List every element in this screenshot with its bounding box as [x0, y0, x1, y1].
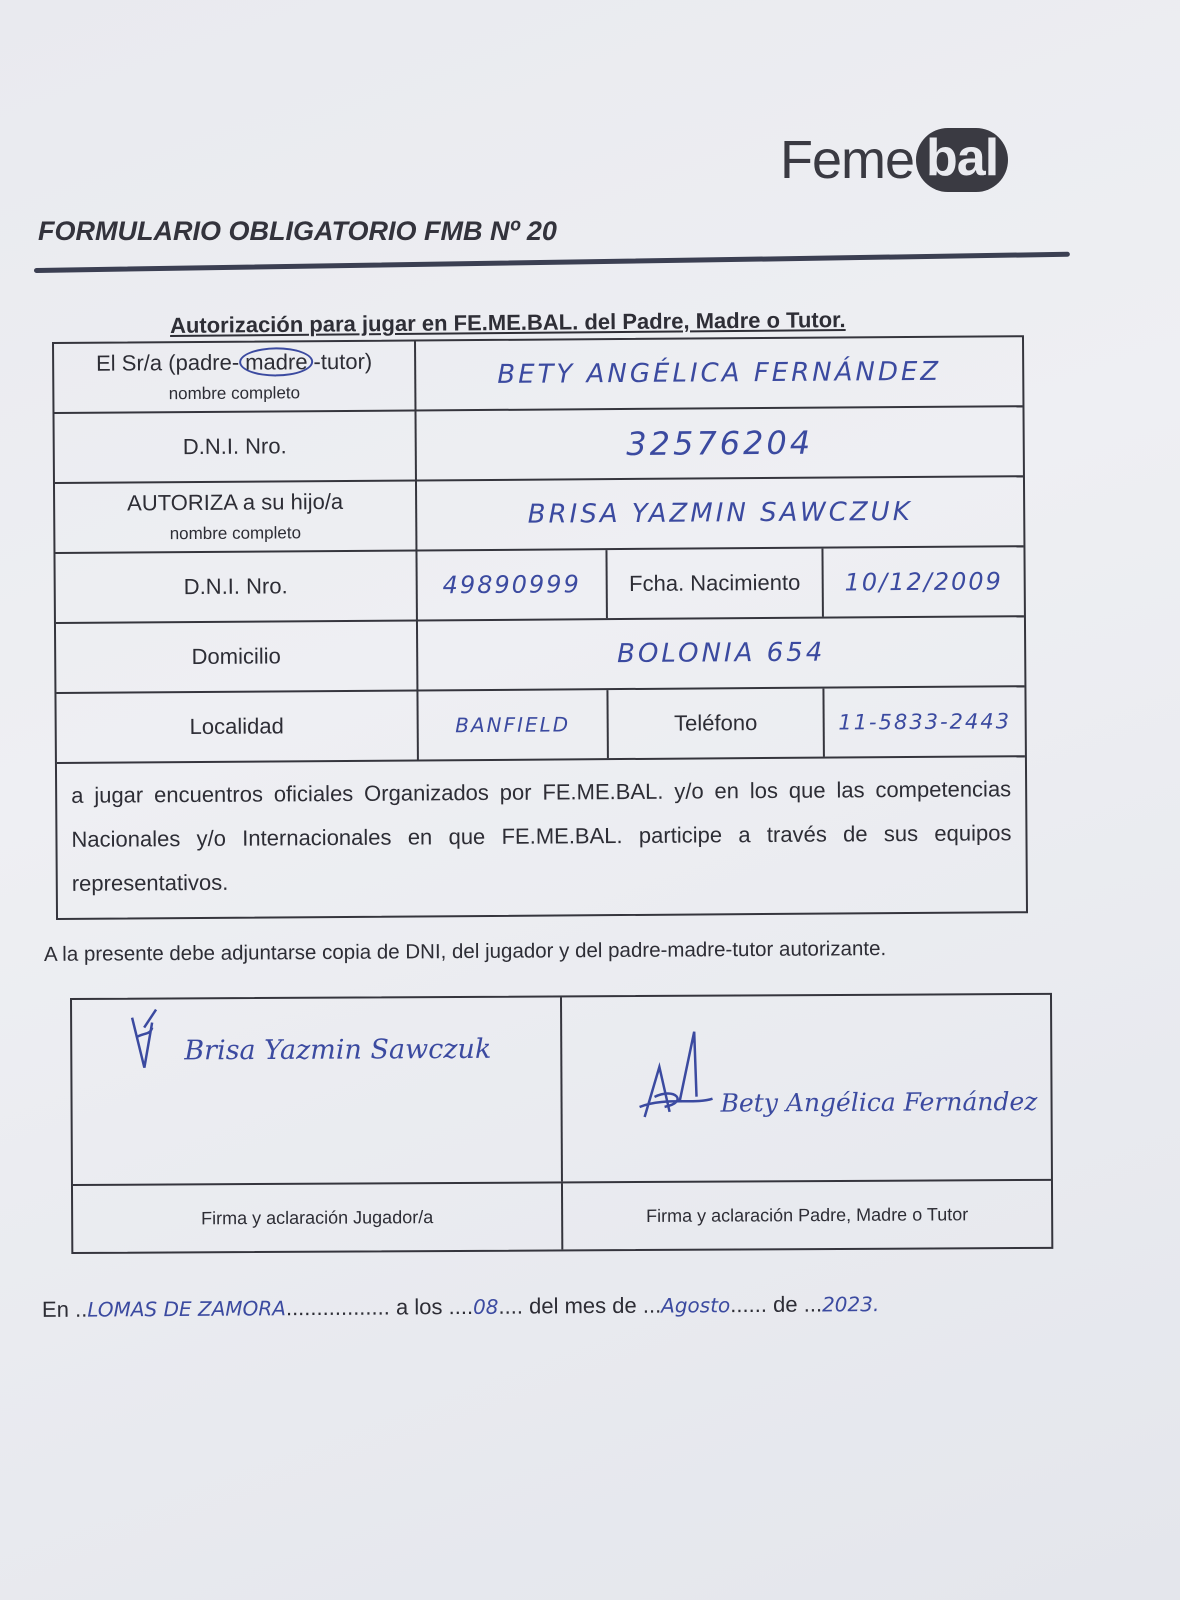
de-label: de — [772, 1291, 798, 1317]
parent-name-row — [54, 337, 1022, 414]
child-name-label — [55, 481, 417, 552]
phone-value: 11-5833-2443 — [838, 709, 1012, 735]
birth-date-label: Fcha. Nacimiento — [607, 549, 823, 619]
year-value: 2023. — [821, 1292, 880, 1317]
parent-dni-row — [55, 407, 1023, 484]
form-subtitle: Autorización para jugar en FE.ME.BAL. del Padre, Madre o Tutor. — [169, 307, 846, 338]
city-value: BANFIELD — [418, 690, 608, 759]
authorization-paragraph: a jugar encuentros oficiales Organizados por FE.ME.BAL. y/o en los que las competencias Nacionales y/o Internacionales en que FE.ME.BAL. participe a través de sus equipos representativos. — [71, 776, 1012, 896]
child-name-row — [55, 477, 1023, 554]
femebal-logo — [780, 128, 1008, 192]
birth-date-value: 10/12/2009 — [844, 567, 1003, 597]
city-label: Localidad — [56, 691, 418, 762]
signature-area — [72, 995, 1051, 1186]
en-label: En — [41, 1296, 70, 1322]
logo-text: Feme — [780, 130, 915, 190]
parent-label-text: El Sr/a (padre- — [95, 349, 240, 376]
child-name-sublabel: nombre completo — [169, 523, 302, 544]
parent-dni-label: D.N.I. Nro. — [55, 411, 417, 482]
form-title: FORMULARIO OBLIGATORIO FMB Nº 20 — [38, 216, 557, 246]
parent-signature-text: Bety Angélica Fernández — [720, 1086, 1038, 1118]
parent-signature-scribble — [634, 1027, 715, 1127]
parent-signature-box — [560, 995, 1051, 1182]
parent-dni-value: 32576204 — [626, 423, 814, 463]
address-row — [56, 617, 1024, 694]
phone-label: Teléfono — [608, 689, 824, 759]
city-split — [418, 687, 1024, 759]
parent-signature-caption: Firma y aclaración Padre, Madre o Tutor — [561, 1181, 1051, 1250]
month-value: Agosto — [661, 1293, 731, 1318]
city-row — [56, 687, 1024, 764]
child-name-value: BRISA YAZMIN SAWCZUK — [527, 496, 913, 530]
title-rule — [34, 252, 1070, 273]
child-dni-value: 49890999 — [417, 550, 607, 619]
day-value: 08 — [472, 1294, 499, 1319]
address-label: Domicilio — [56, 621, 418, 692]
signature-table — [70, 993, 1053, 1254]
child-dni-label: D.N.I. Nro. — [55, 551, 417, 622]
parent-label-text-post: -tutor) — [313, 348, 373, 375]
parent-name-label — [54, 341, 416, 412]
attachment-note: A la presente debe adjuntarse copia de DNI, del jugador y del padre-madre-tutor autorizante. — [43, 937, 887, 966]
player-signature-caption: Firma y aclaración Jugador/a — [201, 1206, 434, 1228]
signature-captions — [73, 1181, 1051, 1252]
circled-madre: madre — [239, 347, 314, 377]
place-date-line: En ..LOMAS DE ZAMORA................. a los ....08.... del mes de ...Agosto...... de ...2023. — [41, 1291, 880, 1322]
child-dni-row — [55, 547, 1023, 624]
child-dni-split — [417, 547, 1023, 619]
place-value: LOMAS DE ZAMORA — [87, 1296, 286, 1322]
parent-name-value: BETY ANGÉLICA FERNÁNDEZ — [497, 356, 942, 390]
parent-name-sublabel: nombre completo — [168, 383, 301, 404]
player-signature-box — [72, 997, 561, 1184]
child-label-text: AUTORIZA a su hijo/a — [127, 488, 344, 516]
logo-pill: bal — [916, 128, 1008, 192]
authorization-table — [52, 335, 1028, 920]
a-los-label: a los — [395, 1294, 443, 1320]
player-signature-text: Brisa Yazmin Sawczuk — [184, 1033, 492, 1067]
del-mes-label: del mes de — [528, 1292, 637, 1319]
player-signature-scribble — [122, 1007, 172, 1077]
address-value: BOLONIA 654 — [616, 637, 826, 670]
